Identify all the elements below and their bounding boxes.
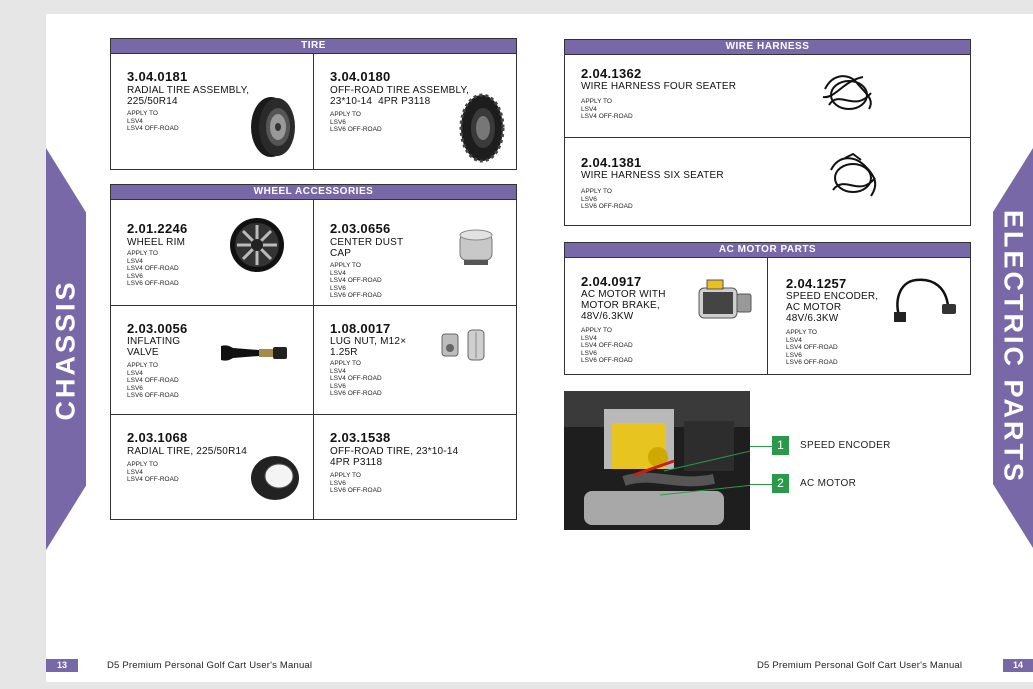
dust-cap-image bbox=[454, 226, 498, 270]
part-number: 2.03.1068 bbox=[127, 430, 188, 445]
apply-to-list: APPLY TO LSV4 LSV4 OFF-ROAD LSV6 LSV6 OFF-ROAD bbox=[786, 329, 838, 367]
speed-encoder-callout-label: SPEED ENCODER bbox=[800, 440, 891, 451]
part-number: 3.04.0180 bbox=[330, 69, 391, 84]
apply-to-list: APPLY TO LSV4 LSV4 OFF-ROAD LSV6 LSV6 OFF-ROAD bbox=[330, 360, 382, 398]
part-name: OFF-ROAD TIRE ASSEMBLY, 23*10-14 4PR P3118 bbox=[330, 85, 470, 107]
part-number: 2.04.1257 bbox=[786, 276, 847, 291]
part-number: 2.04.1362 bbox=[581, 66, 642, 81]
right-page-number: 14 bbox=[1003, 659, 1033, 672]
callout-leader bbox=[750, 484, 772, 485]
wheel-accessories-table bbox=[110, 184, 517, 520]
part-number: 2.03.0056 bbox=[127, 321, 188, 336]
apply-to-list: APPLY TO LSV4 LSV4 OFF-ROAD LSV6 LSV6 OFF-ROAD bbox=[581, 327, 633, 365]
wire-harness-header: WIRE HARNESS bbox=[565, 40, 970, 55]
part-cell bbox=[314, 54, 516, 169]
tire-table bbox=[110, 38, 517, 170]
callout-leader bbox=[750, 446, 772, 447]
part-name: RADIAL TIRE, 225/50R14 bbox=[127, 446, 248, 457]
speed-encoder-image bbox=[890, 274, 960, 326]
ac-motor-callout-label: AC MOTOR bbox=[800, 478, 857, 489]
wheel-accessories-header: WHEEL ACCESSORIES bbox=[111, 185, 516, 200]
part-number: 2.04.0917 bbox=[581, 274, 642, 289]
part-name: WHEEL RIM bbox=[127, 237, 186, 248]
part-cell bbox=[111, 306, 313, 414]
part-number: 1.08.0017 bbox=[330, 321, 391, 336]
part-cell bbox=[314, 306, 516, 414]
part-name: CENTER DUST CAP bbox=[330, 237, 404, 259]
part-cell bbox=[565, 55, 970, 137]
part-name: LUG NUT, M12× 1.25R bbox=[330, 336, 407, 358]
right-footer-title: D5 Premium Personal Golf Cart User's Manual bbox=[757, 660, 963, 671]
part-cell bbox=[768, 258, 970, 374]
tire-table-header: TIRE bbox=[111, 39, 516, 54]
part-number: 2.03.0656 bbox=[330, 221, 391, 236]
electric-parts-label: ELECTRIC PARTS bbox=[998, 209, 1029, 485]
apply-to-list: APPLY TO LSV4 LSV4 OFF-ROAD bbox=[581, 98, 633, 121]
inflating-valve-image bbox=[219, 340, 291, 366]
part-number: 3.04.0181 bbox=[127, 69, 188, 84]
part-cell bbox=[111, 200, 313, 305]
part-number: 2.01.2246 bbox=[127, 221, 188, 236]
part-name: INFLATING VALVE bbox=[127, 336, 181, 358]
part-cell bbox=[565, 138, 970, 225]
apply-to-list: APPLY TO LSV6 LSV6 OFF-ROAD bbox=[581, 188, 633, 211]
part-cell bbox=[314, 415, 516, 519]
apply-to-list: APPLY TO LSV4 LSV4 OFF-ROAD LSV6 LSV6 OFF-ROAD bbox=[127, 250, 179, 288]
wire-harness-image bbox=[825, 152, 883, 202]
part-cell bbox=[565, 258, 767, 374]
lug-nut-image bbox=[438, 328, 492, 366]
left-page-number: 13 bbox=[46, 659, 78, 672]
part-number: 2.04.1381 bbox=[581, 155, 642, 170]
part-name: OFF-ROAD TIRE, 23*10-14 4PR P3118 bbox=[330, 446, 459, 468]
apply-to-list: APPLY TO LSV4 LSV4 OFF-ROAD LSV6 LSV6 OFF-ROAD bbox=[330, 262, 382, 300]
part-name: WIRE HARNESS SIX SEATER bbox=[581, 170, 724, 181]
ac-motor-image bbox=[693, 276, 755, 326]
apply-to-list: APPLY TO LSV6 LSV6 OFF-ROAD bbox=[330, 472, 382, 495]
part-cell bbox=[314, 200, 516, 305]
part-cell bbox=[111, 415, 313, 519]
wire-harness-image bbox=[819, 69, 881, 117]
callout-number: 2 bbox=[772, 474, 789, 493]
part-name: RADIAL TIRE ASSEMBLY, 225/50R14 bbox=[127, 85, 250, 107]
motor-installation-photo bbox=[564, 391, 750, 530]
apply-to-list: APPLY TO LSV4 LSV4 OFF-ROAD LSV6 LSV6 OFF-ROAD bbox=[127, 362, 179, 400]
wire-harness-table bbox=[564, 39, 971, 226]
wheel-rim-image bbox=[228, 216, 286, 274]
chassis-label: CHASSIS bbox=[50, 279, 81, 421]
radial-tire-image bbox=[249, 452, 301, 504]
part-number: 2.03.1538 bbox=[330, 430, 391, 445]
offroad-tire-image bbox=[459, 93, 505, 163]
callout-number: 1 bbox=[772, 436, 789, 455]
apply-to-list: APPLY TO LSV6 LSV6 OFF-ROAD bbox=[330, 111, 382, 134]
ac-motor-parts-header: AC MOTOR PARTS bbox=[565, 243, 970, 258]
left-footer-title: D5 Premium Personal Golf Cart User's Manual bbox=[107, 660, 313, 671]
part-cell bbox=[111, 54, 313, 169]
part-name: WIRE HARNESS FOUR SEATER bbox=[581, 81, 737, 92]
ac-motor-parts-table bbox=[564, 242, 971, 375]
tire-assembly-image bbox=[249, 95, 299, 159]
part-name: SPEED ENCODER, AC MOTOR 48V/6.3KW bbox=[786, 291, 879, 324]
apply-to-list: APPLY TO LSV4 LSV4 OFF-ROAD bbox=[127, 461, 179, 484]
apply-to-list: APPLY TO LSV4 LSV4 OFF-ROAD bbox=[127, 110, 179, 133]
part-name: AC MOTOR WITH MOTOR BRAKE, 48V/6.3KW bbox=[581, 289, 666, 322]
